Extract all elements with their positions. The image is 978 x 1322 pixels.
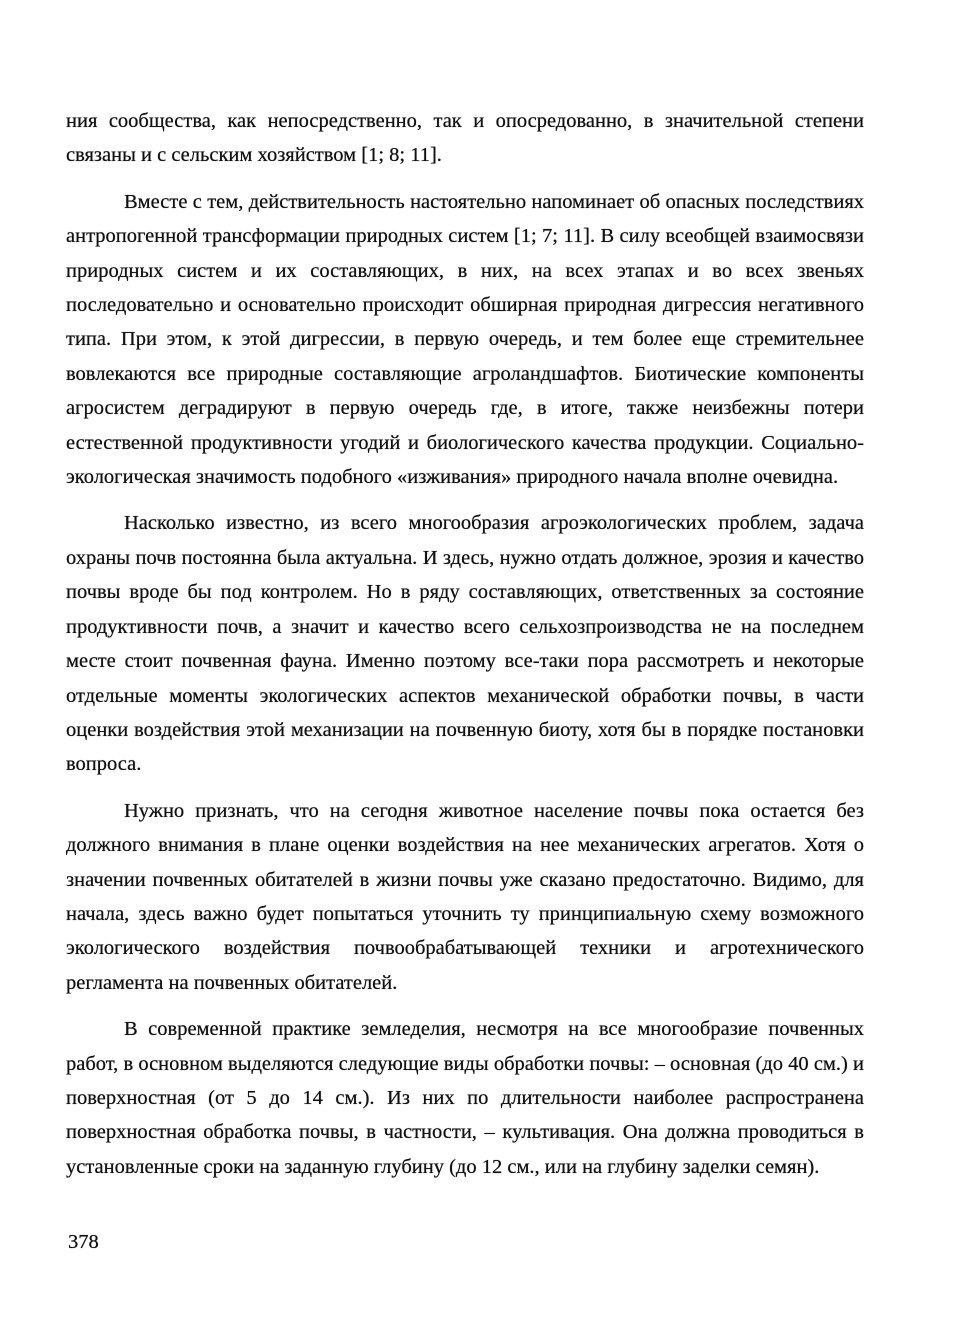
paragraph: Насколько известно, из всего многообразия агроэкологических проблем, задача охраны почв постоянна была актуальна. И здесь, нужно отдать должное, эрозия и качество почвы вроде бы под контролем. Но в ряду составляющих, ответственных за состояние продуктивности почв, а значит и качество всего сельхозпроизводства не на последнем месте стоит почвенная фауна. Именно поэтому все-таки пора рассмотреть и некоторые отдельные моменты экологических аспектов механической обработки почвы, в части оценки воздействия этой механизации на почвенную биоту, хотя бы в порядке постановки вопроса. [66, 512, 864, 776]
page-number: 378 [68, 1231, 99, 1253]
paragraph: Вместе с тем, действительность настоятельно напоминает об опасных последствиях антропогенной трансформации природных систем [1; 7; 11]. В силу всеобщей взаимосвязи природных систем и их составляющих, в них, на всех этапах и во всех звеньях последовательно и основательно происходит обширная природная дигрессия негативного типа. При этом, к этой дигрессии, в первую очередь, и тем более еще стремительнее вовлекаются все природные составляющие агроландшафтов. Биотические компоненты агросистем деградируют в первую очередь где, в итоге, также неизбежны потери естественной продуктивности угодий и биологического качества продукции. Социально-экологическая значимость подобного «изживания» природного начала вполне очевидна. [66, 190, 864, 489]
paragraph-continuation: ния сообщества, как непосредственно, так и опосредованно, в значительной степени связаны и с сельским хозяйством [1; 8; 11]. [66, 110, 864, 167]
body-text [66, 104, 864, 1184]
paragraph: Нужно признать, что на сегодня животное население почвы пока остается без должного внимания в плане оценки воздействия на нее механических агрегатов. Хотя о значении почвенных обитателей в жизни почвы уже сказано предостаточно. Видимо, для начала, здесь важно будет попытаться уточнить ту принципиальную схему возможного экологического воздействия почвообрабатывающей техники и агротехнического регламента на почвенных обитателей. [66, 799, 864, 994]
paragraph: В современной практике земледелия, несмотря на все многообразие почвенных работ, в основном выделяются следующие виды обработки почвы: – основная (до 40 см.) и поверхностная (от 5 до 14 см.). Из них по длительности наиболее распространена поверхностная обработка почвы, в частности, – культивация. Она должна проводиться в установленные сроки на заданную глубину (до 12 см., или на глубину заделки семян). [66, 1018, 864, 1178]
